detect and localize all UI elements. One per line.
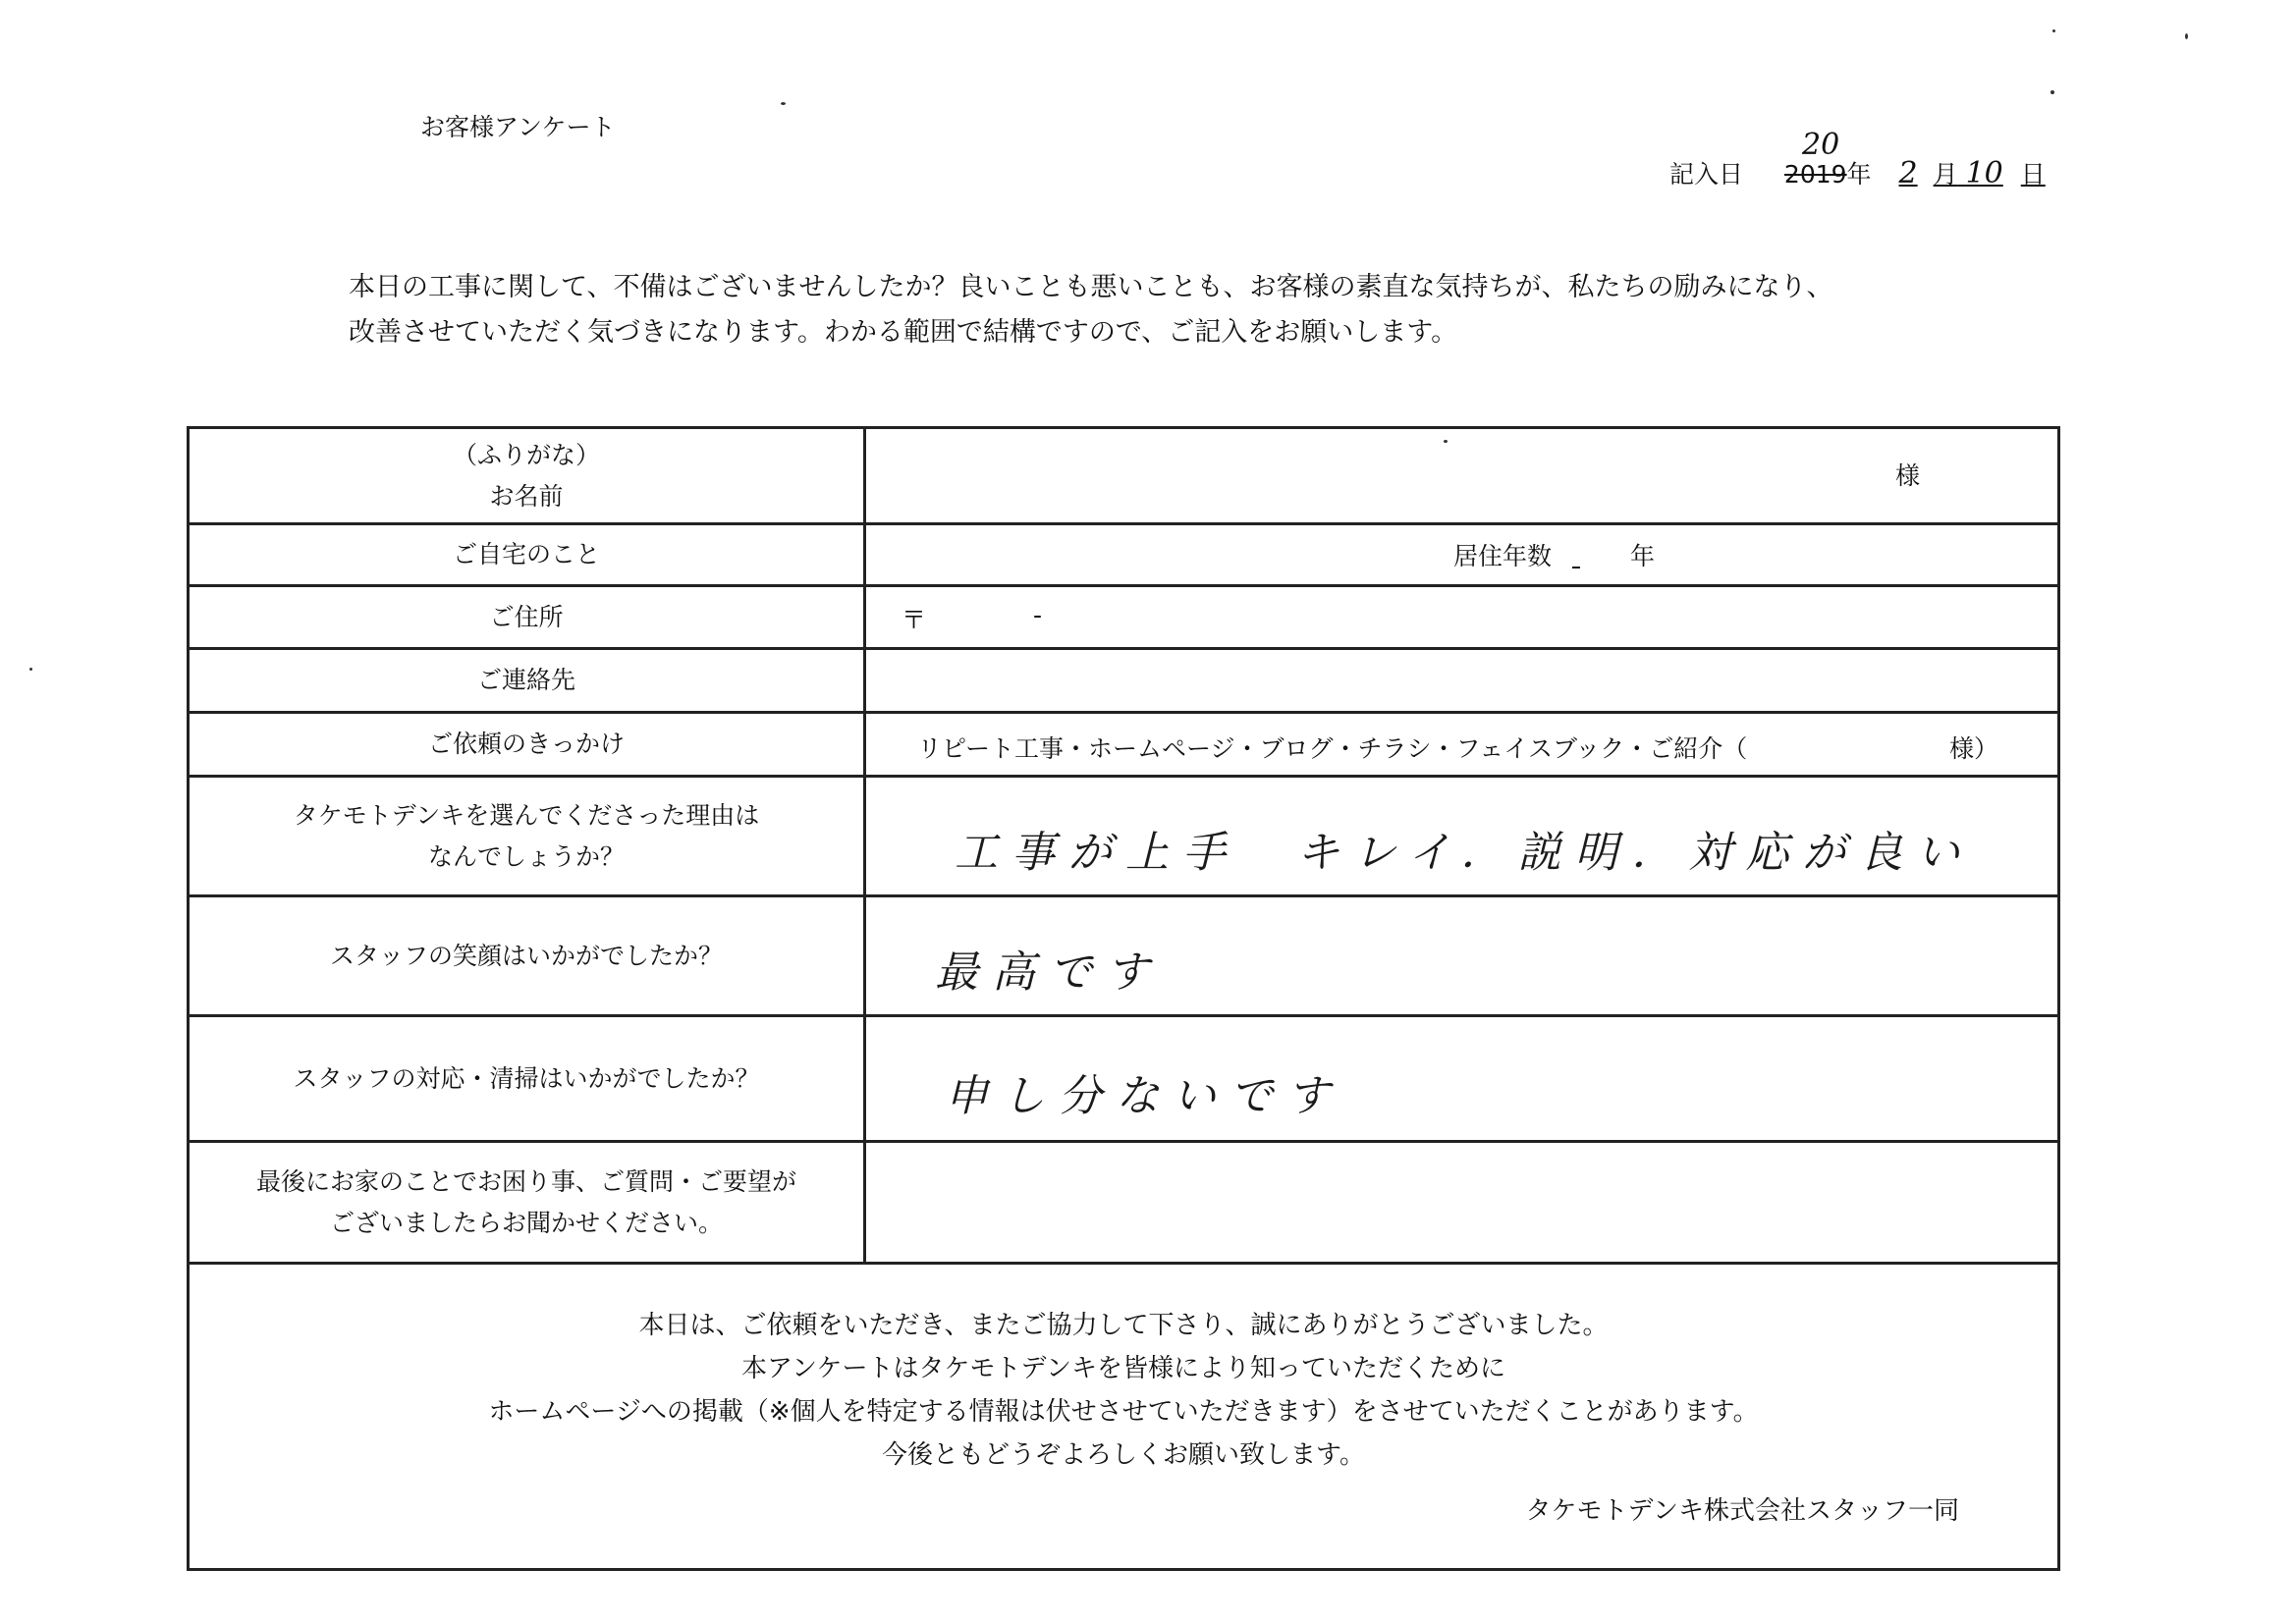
reason-label-line-2: なんでしょうか？ [427,841,625,871]
closing-line-4: 今後ともどうぞよろしくお願い致します。 [882,1440,1365,1470]
row-smile [189,896,2059,1016]
trigger-options: リピート工事・ホームページ・ブログ・チラシ・フェイスブック・ご紹介（ [917,734,1748,763]
row-reason [189,777,2059,896]
address-label: ご住所 [189,586,865,649]
smile-field[interactable] [865,896,2059,1016]
service-field[interactable] [865,1016,2059,1142]
intro-line-2: 改善させていただく気づきになります。わかる範囲で結構ですので、ご記入をお願いします。 [349,317,1458,348]
survey-table [187,426,2060,1571]
reason-label [189,777,865,896]
reason-label-line-1: タケモトデンキを選んでくださった理由は [293,800,760,830]
service-answer: 申し分ないです [945,1071,1343,1121]
residence-years-label: 居住年数 [1452,542,1552,570]
residence-years-field[interactable] [865,524,2059,586]
name-suffix: 様 [1894,461,1920,490]
row-name [189,428,2059,524]
contact-field[interactable] [865,649,2059,713]
entry-day: 10 [1965,156,2003,190]
home-label: ご自宅のこと [189,524,865,586]
row-service [189,1016,2059,1142]
entry-month: 2 [1898,156,1918,190]
closing-box [189,1264,2059,1570]
postal-dash: - [1033,601,1043,629]
closing-line-3: ホームページへの掲載（※個人を特定する情報は伏せさせていただきます）をさせていただくことがあります。 [488,1397,1759,1427]
contact-label: ご連絡先 [189,649,865,713]
final-label [189,1142,865,1264]
service-label: スタッフの対応・清掃はいかがでしたか？ [189,1016,865,1142]
final-field[interactable] [865,1142,2059,1264]
trigger-suffix: 様） [1948,734,1998,763]
trigger-field[interactable] [865,713,2059,777]
reason-field[interactable] [865,777,2059,896]
row-home [189,524,2059,586]
scan-speck [2050,90,2054,94]
row-contact [189,649,2059,713]
entry-day-unit: 日 [2020,160,2046,189]
intro-text [349,265,1881,355]
trigger-label: ご依頼のきっかけ [189,713,865,777]
row-trigger [189,713,2059,777]
entry-month-unit: 月 [1933,160,1958,189]
name-label-text: お名前 [489,481,564,511]
smile-answer: 最高です [935,947,1163,998]
final-label-line-1: 最後にお家のことでお困り事、ご質問・ご要望が [255,1166,796,1196]
entry-date-label: 記入日 [1669,160,1744,189]
reason-answer: 工事が上手 キレイ．説明．対応が良い [955,828,1974,878]
row-closing [189,1264,2059,1570]
row-final [189,1142,2059,1264]
closing-message [190,1304,2057,1477]
scan-speck [781,102,786,105]
closing-line-2: 本アンケートはタケモトデンキを皆様により知っていただくために [741,1354,1505,1383]
entry-year: 2019 [1783,160,1847,189]
company-signature: タケモトデンキ株式会社スタッフ一同 [1525,1496,1959,1526]
name-label [189,428,865,524]
scan-speck [29,668,32,671]
residence-years-unit: 年 [1629,542,1655,570]
intro-line-1: 本日の工事に関して、不備はございませんしたか？良いことも悪いことも、お客様の素直な気持ちが、私たちの励みになり、 [349,272,1833,302]
entry-date [1669,155,2046,190]
scan-speck [1444,440,1448,443]
name-field[interactable] [865,428,2059,524]
final-label-line-2: ございましたらお聞かせください。 [329,1208,723,1237]
scan-speck [2052,29,2055,32]
page-title: お客様アンケート [420,113,616,141]
handwritten-year-correction: 20 [1802,128,1840,162]
closing-line-1: 本日は、ご依頼をいただき、またご協力して下さり、誠にありがとうございました。 [638,1311,1609,1340]
postal-mark: 〒 [902,606,927,634]
entry-year-unit: 年 [1846,160,1872,189]
address-field[interactable] [865,586,2059,649]
smile-label: スタッフの笑顔はいかがでしたか？ [189,896,865,1016]
name-label-furigana: （ふりがな） [452,440,600,469]
row-address [189,586,2059,649]
scan-speck [2185,33,2188,39]
